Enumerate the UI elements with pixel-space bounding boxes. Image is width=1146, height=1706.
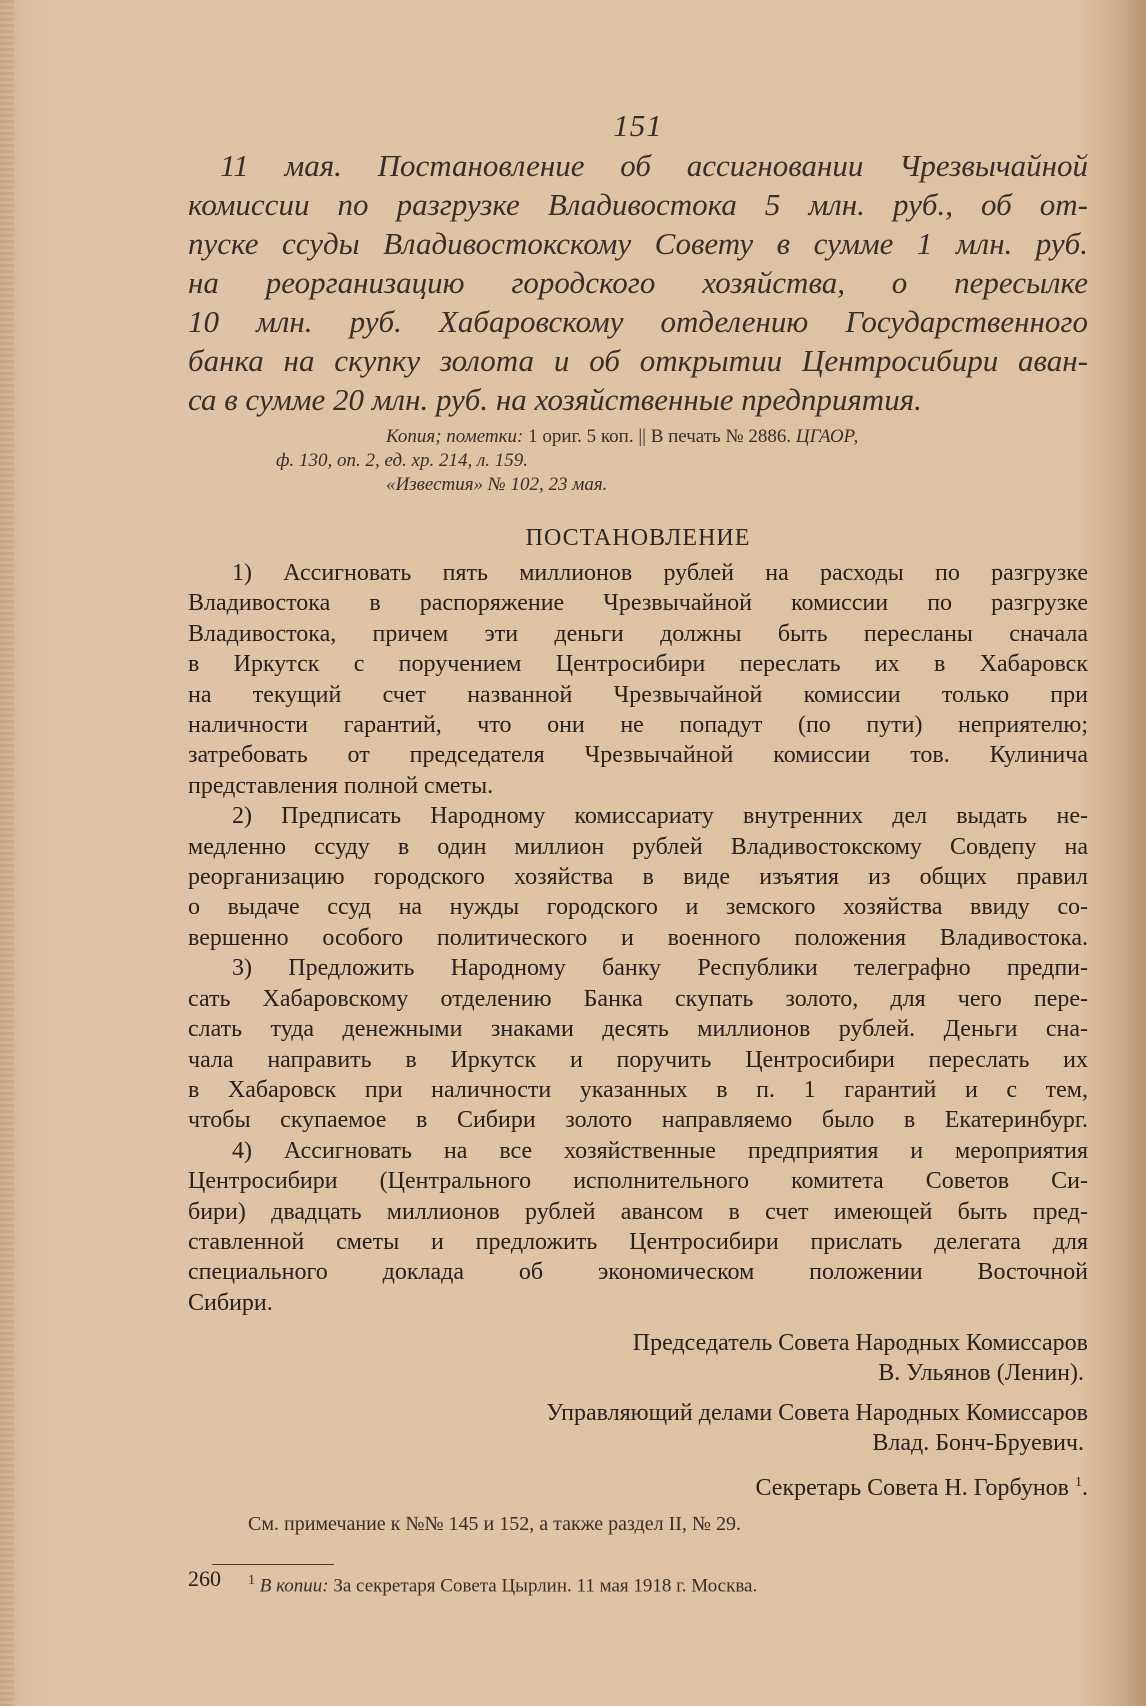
page-edge bbox=[0, 0, 14, 1706]
text-line: затребовать от председателя Чрезвычайной комиссии тов. Кулинича bbox=[188, 742, 1088, 769]
signature-role: Управляющий делами Совета Народных Комиссаров bbox=[546, 1400, 1088, 1427]
heading-line: са в сумме 20 млн. руб. на хозяйственные предприятия. bbox=[188, 382, 922, 417]
text-line: ставленной сметы и предложить Центросибири прислать делегата для bbox=[188, 1228, 1088, 1255]
text-line: чала направить в Иркутск и поручить Центросибири переслать их bbox=[188, 1046, 1088, 1073]
secretary-text: Секретарь Совета Н. Горбунов bbox=[755, 1475, 1069, 1502]
heading-line: пуске ссуды Владивостокскому Совету в сумме 1 млн. руб. bbox=[188, 226, 1088, 261]
text-line: вершенно особого политического и военного положения Владивостока. bbox=[188, 924, 1088, 951]
text-line: Владивостока в распоряжение Чрезвычайной комиссии по разгрузке bbox=[188, 590, 1088, 617]
heading-line: комиссии по разгрузке Владивостока 5 млн. руб., об от- bbox=[188, 187, 1088, 222]
footnote-label: В копии: bbox=[259, 1575, 329, 1597]
text-line: бири) двадцать миллионов рублей авансом в счет имеющей быть пред- bbox=[188, 1198, 1088, 1225]
document-content bbox=[188, 108, 1088, 1597]
text-line: слать туда денежными знаками десять миллионов рублей. Деньги сна- bbox=[188, 1016, 1088, 1043]
text-line: на текущий счет названной Чрезвычайной комиссии только при bbox=[188, 681, 1088, 708]
text-line: в Хабаровск при наличности указанных в п. 1 гарантий и с тем, bbox=[188, 1076, 1088, 1103]
footnote-reference: 1 bbox=[1075, 1475, 1082, 1491]
heading-line: на реорганизацию городского хозяйства, о пересылке bbox=[188, 265, 1088, 300]
heading-line: 11 мая. Постановление об ассигновании Чрезвычайной bbox=[220, 148, 1088, 183]
source-archive: ЦГАОР, bbox=[795, 426, 859, 447]
text-line: Сибири. bbox=[188, 1289, 273, 1316]
resolution-paragraph bbox=[188, 558, 1088, 801]
text-line: 2) Предписать Народному комиссариату внутренних дел выдать не- bbox=[232, 803, 1088, 830]
footnote-text: За секретаря Совета Цырлин. 11 мая 1918 г. Москва. bbox=[328, 1575, 758, 1597]
text-line: Владивостока, причем эти деньги должны быть пересланы сначала bbox=[188, 620, 1088, 647]
source-line: «Известия» № 102, 23 мая. bbox=[386, 474, 608, 495]
source-notes: 1 ориг. 5 коп. || В печать № 2886. bbox=[523, 426, 796, 447]
source-reference bbox=[188, 425, 1088, 497]
footnote-mark: 1 bbox=[248, 1573, 255, 1589]
source-line bbox=[188, 425, 1088, 449]
text-line: Центросибири (Центрального исполнительного комитета Советов Си- bbox=[188, 1168, 1088, 1195]
resolution-paragraph bbox=[188, 1136, 1088, 1318]
signature-name: В. Ульянов (Ленин). bbox=[878, 1360, 1084, 1387]
resolution-body bbox=[188, 558, 1088, 1318]
heading-line: банка на скупку золота и об открытии Центросибири аван- bbox=[188, 343, 1088, 378]
page-number: 260 bbox=[188, 1566, 221, 1591]
signature-manager bbox=[188, 1398, 1088, 1458]
text-line: медленно ссуду в один миллион рублей Владивостокскому Совдепу на bbox=[188, 833, 1088, 860]
resolution-paragraph bbox=[188, 801, 1088, 953]
document-number: 151 bbox=[613, 108, 663, 143]
text-line: в Иркутск с поручением Центросибири переслать их в Хабаровск bbox=[188, 651, 1088, 678]
text-line: реорганизацию городского хозяйства в виде изъятия из общих правил bbox=[188, 864, 1088, 891]
cross-reference-note: См. примечание к №№ 145 и 152, а также раздел II, № 29. bbox=[248, 1513, 741, 1536]
text-line: 1) Ассигновать пять миллионов рублей на расходы по разгрузке bbox=[232, 560, 1088, 586]
footnote-divider bbox=[212, 1564, 334, 1565]
signature-secretary bbox=[188, 1468, 1088, 1503]
document-heading bbox=[188, 146, 1088, 419]
signature-name: Влад. Бонч-Бруевич. bbox=[872, 1430, 1084, 1457]
text-line: чтобы скупаемое в Сибири золото направляемо было в Екатеринбург. bbox=[188, 1107, 1088, 1134]
text-line: 3) Предложить Народному банку Республики телеграфно предпи- bbox=[232, 955, 1088, 982]
resolution-paragraph bbox=[188, 953, 1088, 1135]
source-label: Копия; пометки: bbox=[386, 426, 524, 447]
text-line: сать Хабаровскому отделению Банка скупать золото, для чего пере- bbox=[188, 985, 1088, 1012]
source-line: ф. 130, оп. 2, ед. хр. 214, л. 159. bbox=[276, 450, 529, 471]
signature-role bbox=[188, 1468, 1088, 1503]
footnote bbox=[188, 1573, 1088, 1597]
resolution-title: ПОСТАНОВЛЕНИЕ bbox=[525, 525, 751, 551]
heading-line: 10 млн. руб. Хабаровскому отделению Государственного bbox=[188, 304, 1088, 339]
signature-role: Председатель Совета Народных Комиссаров bbox=[632, 1330, 1088, 1357]
text-line: 4) Ассигновать на все хозяйственные предприятия и мероприятия bbox=[232, 1137, 1088, 1164]
signature-chairman bbox=[188, 1328, 1088, 1388]
text-line: специального доклада об экономическом положении Восточной bbox=[188, 1259, 1088, 1286]
secretary-period: . bbox=[1082, 1475, 1088, 1502]
text-line: наличности гарантий, что они не попадут (по пути) неприятелю; bbox=[188, 712, 1088, 739]
text-line: о выдаче ссуд на нужды городского и земского хозяйства ввиду со- bbox=[188, 894, 1088, 921]
signatures bbox=[188, 1328, 1088, 1503]
text-line: представления полной сметы. bbox=[188, 772, 494, 799]
